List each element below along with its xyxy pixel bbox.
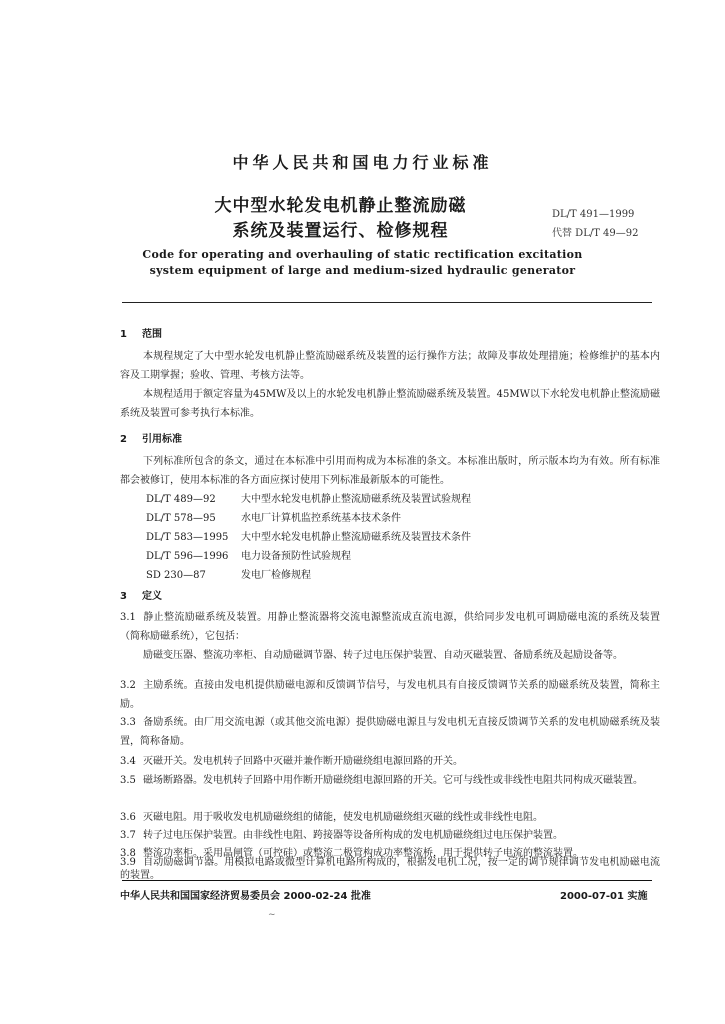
section-2-heading <box>120 430 182 445</box>
definition-text: 备励系统。由厂用交流电源（或其他交流电源）提供励磁电源且与发电机无直接反馈调节关系的发电机励磁系统及装置，简称备励。 <box>120 717 660 747</box>
definition-3-6 <box>120 808 660 827</box>
reference-title: 大中型水轮发电机静止整流励磁系统及装置试验规程 <box>241 494 471 505</box>
section-3-heading <box>120 587 162 602</box>
reference-title: 大中型水轮发电机静止整流励磁系统及装置技术条件 <box>241 532 471 543</box>
definition-number: 3.9 <box>120 857 136 868</box>
reference-title: 发电厂检修规程 <box>241 570 311 581</box>
definition-3-1 <box>120 608 660 646</box>
definition-text: 磁场断路器。发电机转子回路中用作断开励磁绕组电源回路的开关。它可与线性或非线性电阻共同构成灭磁装置。 <box>143 775 643 786</box>
definition-number: 3.3 <box>120 717 136 728</box>
footer-divider <box>122 880 652 881</box>
definition-3-2 <box>120 676 660 714</box>
section-number: 3 <box>120 591 127 602</box>
definition-number: 3.2 <box>120 680 136 691</box>
reference-item <box>146 528 471 543</box>
section-1-paragraph-2: 本规程适用于额定容量为45MW及以上的水轮发电机静止整流励磁系统及装置。45MW以下水轮发电机静止整流励磁系统及装置可参考执行本标准。 <box>120 389 660 419</box>
definition-number: 3.6 <box>120 812 136 823</box>
definition-text: 转子过电压保护装置。由非线性电阻、跨接器等设备所构成的发电机励磁绕组过电压保护装置。 <box>143 830 563 841</box>
reference-title: 水电厂计算机监控系统基本技术条件 <box>241 513 401 524</box>
reference-title: 电力设备预防性试验规程 <box>241 551 351 562</box>
page-mark: ~ <box>268 910 276 920</box>
definition-text: 灭磁开关。发电机转子回路中灭磁并兼作断开励磁绕组电源回路的开关。 <box>143 756 463 767</box>
reference-item <box>146 509 401 524</box>
section-number: 2 <box>120 434 127 445</box>
title-line-2: 系统及装置运行、检修规程 <box>232 221 449 241</box>
section-1-heading <box>120 325 162 340</box>
section-2-intro: 下列标准所包含的条文，通过在本标准中引用而构成为本标准的条文。本标准出版时，所示版本均为有效。所有标准都会被修订，使用本标准的各方面应探讨使用下列标准最新版本的可能性。 <box>120 456 660 486</box>
header-divider <box>122 302 652 303</box>
definition-text: 自动励磁调节器。用模拟电路或微型计算机电路所构成的，根据发电机工况，按一定的调节规律调节发电机励磁电流的装置。 <box>120 857 660 881</box>
definition-number: 3.5 <box>120 775 136 786</box>
section-title: 范围 <box>142 329 162 340</box>
section-number: 1 <box>120 329 127 340</box>
approval-line: 中华人民共和国国家经济贸易委员会 2000-02-24 批准 <box>120 891 371 902</box>
definition-text: 主励系统。直接由发电机提供励磁电源和反馈调节信号，与发电机具有自接反馈调节关系的励磁系统及装置，简称主励。 <box>120 680 660 710</box>
definition-text: 励磁变压器、整流功率柜、自动励磁调节器、转子过电压保护装置、自动灭磁装置、备励系统及起励设备等。 <box>143 650 623 661</box>
english-title-line-2: system equipment of large and medium-sized hydraulic generator <box>149 264 576 277</box>
english-title-line-1: Code for operating and overhauling of static rectification excitation <box>142 248 583 261</box>
definition-3-4 <box>120 752 660 771</box>
standard-type-header: 中华人民共和国电力行业标准 <box>232 153 493 172</box>
section-title: 引用标准 <box>142 434 182 445</box>
reference-code: DL/T 583—1995 <box>146 532 229 543</box>
definition-text: 静止整流励磁系统及装置。用静止整流器将交流电源整流成直流电源，供给同步发电机可调励磁电流的系统及装置（简称励磁系统），它包括： <box>120 612 660 642</box>
definition-3-3 <box>120 713 660 751</box>
reference-item <box>146 566 311 581</box>
definition-number: 3.4 <box>120 756 136 767</box>
reference-code: DL/T 596—1996 <box>146 551 229 562</box>
definition-3-5 <box>120 771 660 790</box>
reference-code: DL/T 489—92 <box>146 494 216 505</box>
reference-item <box>146 490 471 505</box>
definition-3-1-continued <box>120 646 660 665</box>
reference-item <box>146 547 351 562</box>
reference-code: DL/T 578—95 <box>146 513 216 524</box>
definition-text: 灭磁电阻。用于吸收发电机励磁绕组的储能，使发电机励磁绕组灭磁的线性或非线性电阻。 <box>143 812 543 823</box>
definition-number: 3.1 <box>120 612 136 623</box>
section-title: 定义 <box>142 591 162 602</box>
definition-3-9-content <box>120 856 660 882</box>
title-line-1: 大中型水轮发电机静止整流励磁 <box>214 196 467 216</box>
section-1-paragraph-1: 本规程规定了大中型水轮发电机静止整流励磁系统及装置的运行操作方法；故障及事故处理措施；检修维护的基本内容及工期掌握；验收、管理、考核方法等。 <box>120 351 660 381</box>
replaces-number: 代替 DL/T 49—92 <box>552 228 639 239</box>
definition-3-7 <box>120 826 660 845</box>
definition-number: 3.8 <box>120 848 136 859</box>
definition-number: 3.7 <box>120 830 136 841</box>
implementation-date: 2000-07-01 实施 <box>560 891 648 902</box>
definition-text: 整流功率柜。采用晶闸管（可控硅）或整流二极管构成功率整流桥，用于提供转子电流的整流装置。 <box>143 848 583 859</box>
standard-number: DL/T 491—1999 <box>552 209 635 220</box>
reference-code: SD 230—87 <box>146 570 206 581</box>
